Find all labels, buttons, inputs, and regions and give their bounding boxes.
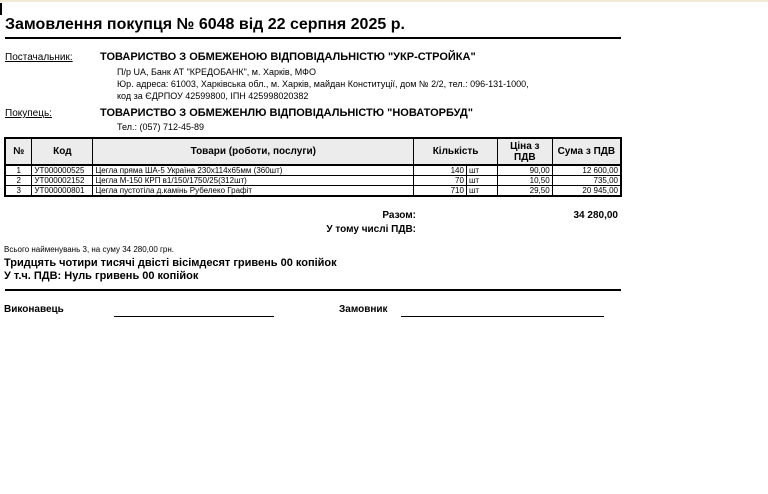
text-cursor bbox=[0, 3, 2, 15]
vat-label: У тому числі ПДВ: bbox=[326, 224, 416, 235]
row-price: 29,50 bbox=[497, 186, 552, 197]
table-row bbox=[5, 165, 621, 176]
supplier-address: Юр. адреса: 61003, Харківська обл., м. Харків, майдан Конституції, дом № 2/2, тел.: 096-131-1000, bbox=[117, 79, 529, 89]
row-name: Цегла пряма ША-5 Україна 230х114х65мм (360шт) bbox=[93, 165, 414, 176]
row-qty: 140 bbox=[414, 166, 467, 175]
buyer-name: ТОВАРИСТВО З ОБМЕЖЕНЛЮ ВІДПОВІДАЛЬНІСТЮ "НОВАТОРБУД" bbox=[100, 107, 473, 119]
row-unit: шт bbox=[468, 166, 480, 175]
total-value: 34 280,00 bbox=[573, 210, 618, 221]
supplier-codes: код за ЄДРПОУ 42599800, ІПН 425998020382 bbox=[117, 91, 309, 101]
row-unit: шт bbox=[468, 176, 480, 185]
supplier-label: Постачальник: bbox=[5, 52, 73, 63]
header-number: № bbox=[5, 138, 32, 165]
document-title: Замовлення покупця № 6048 від 22 серпня 2025 р. bbox=[5, 16, 405, 33]
header-sum: Сума з ПДВ bbox=[552, 138, 621, 165]
row-price: 90,00 bbox=[497, 165, 552, 176]
row-unit: шт bbox=[468, 186, 480, 195]
executor-signature-line bbox=[114, 316, 274, 317]
customer-label: Замовник bbox=[339, 304, 388, 315]
row-code: УТ000000801 bbox=[32, 186, 93, 197]
executor-label: Виконавець bbox=[4, 304, 64, 315]
row-number: 3 bbox=[5, 186, 32, 197]
items-table bbox=[4, 137, 622, 197]
row-qty-cell bbox=[414, 176, 498, 186]
row-name: Цегла М-150 КРП в1/150/1750/25(312шт) bbox=[93, 176, 414, 186]
row-qty: 70 bbox=[414, 176, 467, 185]
table-header-row bbox=[5, 138, 621, 165]
row-sum: 20 945,00 bbox=[552, 186, 621, 197]
row-price: 10,50 bbox=[497, 176, 552, 186]
row-code: УТ000002152 bbox=[32, 176, 93, 186]
row-code: УТ000000525 bbox=[32, 165, 93, 176]
header-quantity-cell: Кількість bbox=[414, 138, 498, 165]
buyer-label: Покупець: bbox=[5, 108, 52, 119]
row-qty-cell bbox=[414, 165, 498, 176]
row-sum: 12 600,00 bbox=[552, 165, 621, 176]
header-price: Ціна з ПДВ bbox=[497, 138, 552, 165]
row-qty: 710 bbox=[414, 186, 467, 195]
vat-in-words: У т.ч. ПДВ: Нуль гривень 00 копійок bbox=[4, 270, 199, 282]
amount-in-words: Тридцять чотири тисячі двісті вісімдесят гривень 00 копійок bbox=[4, 257, 337, 269]
row-number: 1 bbox=[5, 165, 32, 176]
header-code: Код bbox=[32, 138, 93, 165]
row-number: 2 bbox=[5, 176, 32, 186]
total-label: Разом: bbox=[382, 210, 416, 221]
table-row bbox=[5, 186, 621, 197]
title-divider bbox=[5, 37, 621, 39]
row-qty-cell bbox=[414, 186, 498, 197]
customer-signature-line bbox=[401, 316, 604, 317]
supplier-bank: П/р UA, Банк АТ "КРЕДОБАНК", м. Харків, МФО bbox=[117, 67, 316, 77]
row-sum: 735,00 bbox=[552, 176, 621, 186]
table-row bbox=[5, 176, 621, 186]
summary-divider bbox=[5, 289, 621, 291]
items-count-summary: Всього найменувань 3, на суму 34 280,00 грн. bbox=[4, 245, 175, 254]
supplier-name: ТОВАРИСТВО З ОБМЕЖЕНОЮ ВІДПОВІДАЛЬНІСТЮ "УКР-СТРОЙКА" bbox=[100, 51, 476, 63]
window-top-edge bbox=[0, 0, 768, 2]
buyer-phone: Тел.: (057) 712-45-89 bbox=[117, 122, 204, 132]
row-name: Цегла пустотіла д.камінь Рубелеко Графіт bbox=[93, 186, 414, 197]
header-goods: Товари (роботи, послуги) bbox=[93, 138, 414, 165]
